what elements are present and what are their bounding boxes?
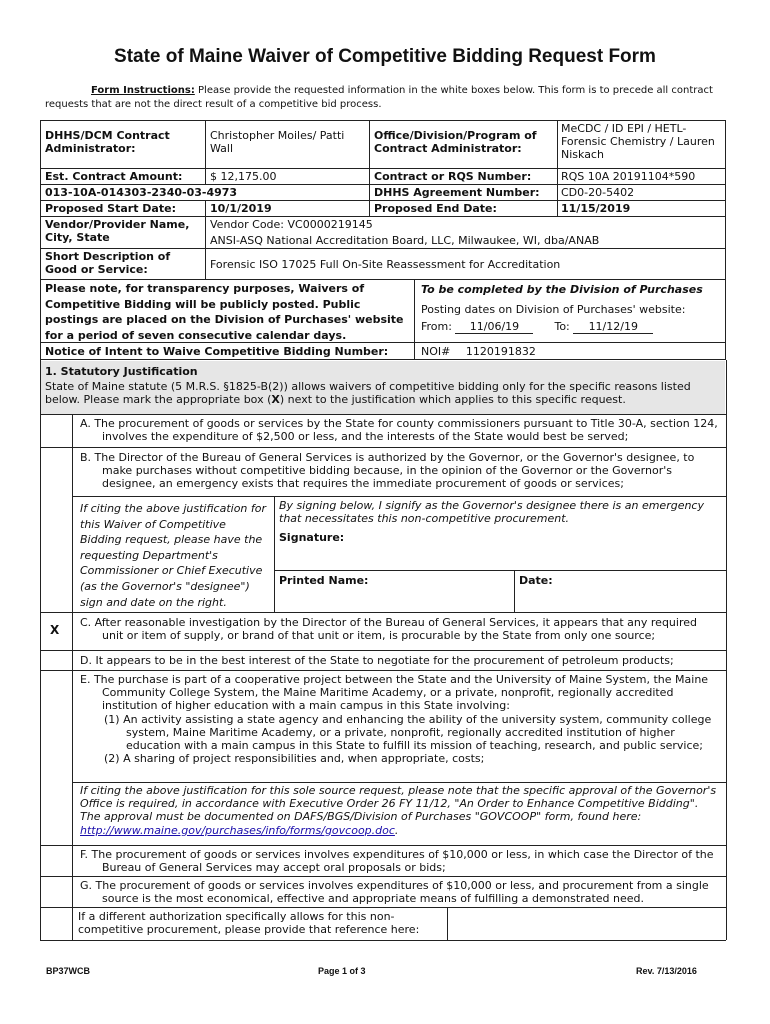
admin-value[interactable]: Christopher Moiles/ Patti Wall (210, 129, 345, 155)
agreement-label: DHHS Agreement Number: (374, 186, 540, 199)
account-code[interactable]: 013-10A-014303-2340-03-4973 (45, 186, 241, 199)
from-label: From: (421, 320, 452, 333)
posting-dates-label: Posting dates on Division of Purchases' website: (421, 303, 686, 316)
admin-label: DHHS/DCM Contract Administrator: (45, 129, 170, 155)
end-date-value[interactable]: 11/15/2019 (561, 202, 631, 215)
vendor-label: Vendor/Provider Name, City, State (45, 218, 190, 244)
option-d[interactable]: D. It appears to be in the best interest of the State to negotiate for the procurement of petroleum products; (80, 654, 674, 667)
form-title: State of Maine Waiver of Competitive Bidding Request Form (114, 46, 656, 67)
to-label: To: (554, 320, 570, 333)
option-c[interactable]: C. After reasonable investigation by the Director of the Bureau of General Services, it appears that any required unit or item of supply, or brand of that unit or item, is procurable by the State from only one source; (80, 616, 697, 643)
noi-number (421, 345, 536, 358)
statutory-intro-a: State of Maine statute (5 M.R.S. §1825-B(2)) allows waivers of competitive bidding only for the specific reasons listed below. Please mark the appropriate box ( (45, 380, 691, 407)
start-date-label: Proposed Start Date: (45, 202, 176, 215)
posting-note: Please note, for transparency purposes, Waivers of Competitive Bidding will be publicly posted. Public postings are placed on the Division of Purchases' website for a period of seven consecutive calendar days. (45, 282, 404, 342)
vendor-name[interactable]: ANSI-ASQ National Accreditation Board, LLC, Milwaukee, WI, dba/ANAB (210, 234, 600, 247)
page-number: Page 1 of 3 (318, 966, 366, 976)
option-b[interactable]: B. The Director of the Bureau of General Services is authorized by the Governor, or the Governor's designee, to make purchases without competitive bidding because, in the opinion of the Governor or the Governor's designee, an emergency exists that requires the immediate procurement of goods or services; (80, 451, 695, 491)
form-id: BP37WCB (46, 966, 91, 976)
option-e[interactable]: E. The purchase is part of a cooperative project between the State and the University of Maine System, the Maine Community College System, the Maine Maritime Academy, or a private, nonprofit, regionally accredited institution of higher education with a main campus in this State involving: (1) An activity assisting a state agency and enhancing the ability of the university system, community college system, Maine Maritime Academy, or a private, nonprofit, regionally accredited institution of higher education with a main campus in this State to fulfill its mission of teaching, research, and public service; (2) A sharing of project responsibilities and, when appropriate, costs; (80, 673, 720, 765)
date-label: Date: (519, 574, 553, 587)
printed-name-label: Printed Name: (279, 574, 369, 587)
statutory-intro (45, 380, 721, 406)
signature-label: Signature: (279, 531, 345, 544)
agreement-value[interactable]: CD0-20-5402 (561, 186, 635, 199)
noi-value[interactable]: 1120191832 (465, 345, 536, 358)
description-value[interactable]: Forensic ISO 17025 Full On-Site Reassessment for Accreditation (210, 258, 561, 271)
description-label: Short Description of Good or Service: (45, 250, 171, 276)
other-authorization-field[interactable] (450, 910, 722, 936)
office-label: Office/Division/Program of Contract Administrator: (374, 129, 537, 155)
office-value[interactable]: MeCDC / ID EPI / HETL- Forensic Chemistry / Lauren Niskach (561, 122, 715, 161)
amount-value[interactable]: $ 12,175.00 (210, 170, 277, 183)
noi-prefix: NOI# (421, 345, 451, 358)
posting-from (421, 320, 653, 334)
division-title: To be completed by the Division of Purchases (421, 283, 703, 296)
rqs-label: Contract or RQS Number: (374, 170, 532, 183)
other-authorization-label: If a different authorization specifically allows for this non-competitive procurement, please provide that reference here: (78, 910, 420, 937)
noi-label: Notice of Intent to Waive Competitive Bidding Number: (45, 345, 389, 358)
option-e-1: (1) An activity assisting a state agency and enhancing the ability of the university system, community college system, Maine Maritime Academy, or a private, nonprofit, regionally accredited institution of higher education with a main campus in this State to fulfill its mission of teaching, research, and public service; (104, 712, 712, 753)
revision-date: Rev. 7/13/2016 (636, 966, 697, 976)
start-date-value[interactable]: 10/1/2019 (210, 202, 272, 215)
instructions-text: Please provide the requested information in the white boxes below. This form is to precede all contract requests that are not the direct result of a competitive bid process. (45, 85, 713, 110)
statutory-intro-x: X (271, 393, 280, 407)
vendor-code[interactable]: Vendor Code: VC0000219145 (210, 218, 373, 231)
statutory-intro-b: ) next to the justification which applies to this specific request. (279, 393, 626, 407)
end-date-label: Proposed End Date: (374, 202, 497, 215)
statutory-heading: 1. Statutory Justification (45, 365, 198, 378)
option-c-checkmark[interactable]: X (50, 623, 60, 637)
option-a[interactable]: A. The procurement of goods or services by the State for county commissioners pursuant to Title 30-A, section 124, involves the expenditure of $2,500 or less, and the interests of the State would best be served; (80, 417, 718, 444)
option-f[interactable]: F. The procurement of goods or services involves expenditures of $10,000 or less, in which case the Director of the Bureau of General Services may accept oral proposals or bids; (80, 848, 714, 875)
option-g[interactable]: G. The procurement of goods or services involves expenditures of $10,000 or less, and procurement from a single source is the most economical, effective and appropriate means of fulfilling a demonstrated need. (80, 879, 709, 906)
instructions-label: Form Instructions: (91, 85, 195, 96)
to-value[interactable]: 11/12/19 (573, 320, 653, 334)
amount-label: Est. Contract Amount: (45, 170, 183, 183)
form-instructions (45, 84, 725, 112)
govcoop-link[interactable]: http://www.maine.gov/purchases/info/forms/govcoop.doc (80, 823, 395, 837)
designee-statement: By signing below, I signify as the Governor's designee there is an emergency that necessitates this non-competitive procurement. (279, 499, 704, 525)
rqs-value[interactable]: RQS 10A 20191104*590 (561, 170, 696, 183)
option-e-note: If citing the above justification for this sole source request, please note that the specific approval of the Governor's Office is required, in accordance with Executive Order 26 FY 11/12, "An Order to Enhance Competitive Bidding". The approval must be documented on DAFS/BGS/Division of Purchases "GOVCOOP" form, found here: http://www.maine.gov/purchases/info/forms/govcoop.doc. (80, 784, 717, 837)
option-e-2: (2) A sharing of project responsibilities and, when appropriate, costs; (104, 752, 485, 766)
option-b-note: If citing the above justification for this Waiver of Competitive Bidding request, please have the requesting Department's Commissioner or Chief Executive (as the Governor's "designee") sign and date on the right. (80, 502, 267, 609)
from-value[interactable]: 11/06/19 (455, 320, 533, 334)
